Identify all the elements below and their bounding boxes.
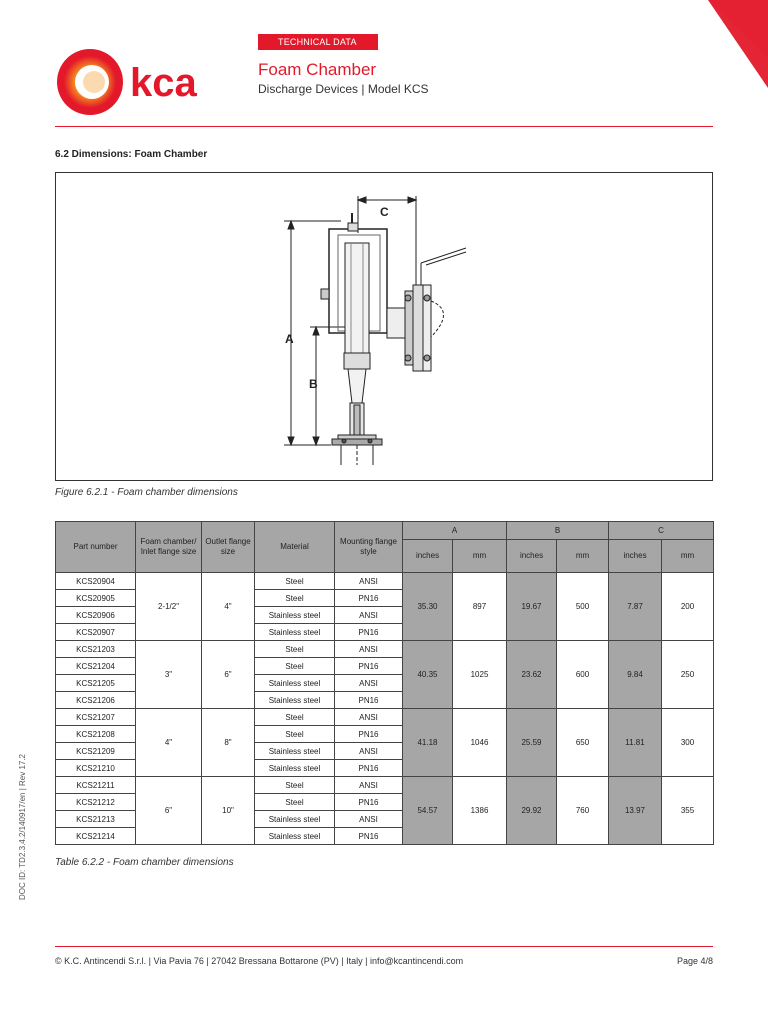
header-a: A xyxy=(403,522,507,540)
b-mm-cell: 500 xyxy=(557,573,609,641)
part-number-cell: KCS21204 xyxy=(56,658,136,675)
part-number-cell: KCS21211 xyxy=(56,777,136,794)
logo-text: kca xyxy=(130,61,197,105)
a-mm-cell: 897 xyxy=(453,573,507,641)
header-c-inches: inches xyxy=(609,540,662,573)
b-mm-cell: 650 xyxy=(557,709,609,777)
material-cell: Steel xyxy=(255,726,335,743)
c-inches-cell: 7.87 xyxy=(609,573,662,641)
a-mm-cell: 1386 xyxy=(453,777,507,845)
material-cell: Steel xyxy=(255,794,335,811)
section-title: 6.2 Dimensions: Foam Chamber xyxy=(55,149,208,160)
inlet-size-cell: 2-1/2" xyxy=(136,573,202,641)
material-cell: Stainless steel xyxy=(255,760,335,777)
b-inches-cell: 25.59 xyxy=(507,709,557,777)
mounting-style-cell: PN16 xyxy=(335,624,403,641)
mounting-style-cell: ANSI xyxy=(335,573,403,590)
c-inches-cell: 13.97 xyxy=(609,777,662,845)
mounting-style-cell: ANSI xyxy=(335,811,403,828)
material-cell: Steel xyxy=(255,590,335,607)
header-b: B xyxy=(507,522,609,540)
part-number-cell: KCS20906 xyxy=(56,607,136,624)
material-cell: Stainless steel xyxy=(255,811,335,828)
table-row xyxy=(56,709,714,726)
a-mm-cell: 1046 xyxy=(453,709,507,777)
part-number-cell: KCS21205 xyxy=(56,675,136,692)
part-number-cell: KCS21206 xyxy=(56,692,136,709)
header-part-number: Part number xyxy=(56,522,136,573)
header-c: C xyxy=(609,522,714,540)
mounting-style-cell: ANSI xyxy=(335,641,403,658)
part-number-cell: KCS21209 xyxy=(56,743,136,760)
figure-caption: Figure 6.2.1 - Foam chamber dimensions xyxy=(55,487,238,498)
mounting-style-cell: PN16 xyxy=(335,760,403,777)
header-b-mm: mm xyxy=(557,540,609,573)
b-mm-cell: 600 xyxy=(557,641,609,709)
mounting-style-cell: PN16 xyxy=(335,692,403,709)
material-cell: Stainless steel xyxy=(255,624,335,641)
header-a-inches: inches xyxy=(403,540,453,573)
material-cell: Steel xyxy=(255,641,335,658)
dimension-label-b: B xyxy=(309,377,318,391)
c-inches-cell: 11.81 xyxy=(609,709,662,777)
outlet-size-cell: 10" xyxy=(202,777,255,845)
material-cell: Stainless steel xyxy=(255,675,335,692)
page-number: Page 4/8 xyxy=(676,956,713,966)
a-inches-cell: 40.35 xyxy=(403,641,453,709)
part-number-cell: KCS21214 xyxy=(56,828,136,845)
a-inches-cell: 35.30 xyxy=(403,573,453,641)
material-cell: Steel xyxy=(255,709,335,726)
outlet-size-cell: 6" xyxy=(202,641,255,709)
table-row xyxy=(56,777,714,794)
table-row xyxy=(56,641,714,658)
material-cell: Steel xyxy=(255,573,335,590)
material-cell: Steel xyxy=(255,658,335,675)
part-number-cell: KCS20904 xyxy=(56,573,136,590)
inlet-size-cell: 4" xyxy=(136,709,202,777)
header-a-mm: mm xyxy=(453,540,507,573)
part-number-cell: KCS21207 xyxy=(56,709,136,726)
material-cell: Stainless steel xyxy=(255,692,335,709)
inlet-size-cell: 3" xyxy=(136,641,202,709)
a-mm-cell: 1025 xyxy=(453,641,507,709)
header-c-mm: mm xyxy=(662,540,714,573)
a-inches-cell: 54.57 xyxy=(403,777,453,845)
c-mm-cell: 300 xyxy=(662,709,714,777)
mounting-style-cell: PN16 xyxy=(335,726,403,743)
b-inches-cell: 29.92 xyxy=(507,777,557,845)
material-cell: Steel xyxy=(255,777,335,794)
inlet-size-cell: 6" xyxy=(136,777,202,845)
part-number-cell: KCS21213 xyxy=(56,811,136,828)
dimension-label-c: C xyxy=(380,205,389,219)
mounting-style-cell: PN16 xyxy=(335,658,403,675)
dimension-label-a: A xyxy=(285,332,294,346)
footer-address: © K.C. Antincendi S.r.l. | Via Pavia 76 | 27042 Bressana Bottarone (PV) | Italy | info@kcantincendi.com xyxy=(55,956,464,966)
outlet-size-cell: 8" xyxy=(202,709,255,777)
b-inches-cell: 19.67 xyxy=(507,573,557,641)
b-inches-cell: 23.62 xyxy=(507,641,557,709)
header-inlet-flange: Foam chamber/ Inlet flange size xyxy=(136,522,202,573)
table-row xyxy=(56,573,714,590)
a-inches-cell: 41.18 xyxy=(403,709,453,777)
mounting-style-cell: ANSI xyxy=(335,675,403,692)
mounting-style-cell: PN16 xyxy=(335,590,403,607)
header-b-inches: inches xyxy=(507,540,557,573)
c-inches-cell: 9.84 xyxy=(609,641,662,709)
part-number-cell: KCS21210 xyxy=(56,760,136,777)
document-id: DOC ID: TD2.3.4.2/140917/en | Rev 17.2 xyxy=(18,753,27,900)
c-mm-cell: 355 xyxy=(662,777,714,845)
b-mm-cell: 760 xyxy=(557,777,609,845)
part-number-cell: KCS21208 xyxy=(56,726,136,743)
footer-divider xyxy=(55,946,713,947)
header-material: Material xyxy=(255,522,335,573)
mounting-style-cell: PN16 xyxy=(335,794,403,811)
kca-logo xyxy=(54,46,224,131)
part-number-cell: KCS21203 xyxy=(56,641,136,658)
corner-decoration xyxy=(708,0,768,90)
mounting-style-cell: PN16 xyxy=(335,828,403,845)
mounting-style-cell: ANSI xyxy=(335,743,403,760)
mounting-style-cell: ANSI xyxy=(335,607,403,624)
dimensions-table xyxy=(55,521,714,845)
mounting-style-cell: ANSI xyxy=(335,777,403,794)
part-number-cell: KCS20905 xyxy=(56,590,136,607)
part-number-cell: KCS20907 xyxy=(56,624,136,641)
header-divider xyxy=(55,126,713,127)
c-mm-cell: 250 xyxy=(662,641,714,709)
table-caption: Table 6.2.2 - Foam chamber dimensions xyxy=(55,857,234,868)
technical-data-badge: TECHNICAL DATA xyxy=(258,34,378,50)
material-cell: Stainless steel xyxy=(255,828,335,845)
document-title: Foam Chamber xyxy=(258,60,377,79)
material-cell: Stainless steel xyxy=(255,743,335,760)
document-subtitle: Discharge Devices | Model KCS xyxy=(258,82,429,96)
c-mm-cell: 200 xyxy=(662,573,714,641)
header-outlet-flange: Outlet flange size xyxy=(202,522,255,573)
material-cell: Stainless steel xyxy=(255,607,335,624)
foam-chamber-drawing xyxy=(56,173,712,480)
outlet-size-cell: 4" xyxy=(202,573,255,641)
part-number-cell: KCS21212 xyxy=(56,794,136,811)
figure-frame xyxy=(55,172,713,481)
header-mounting-style: Mounting flange style xyxy=(335,522,403,573)
mounting-style-cell: ANSI xyxy=(335,709,403,726)
